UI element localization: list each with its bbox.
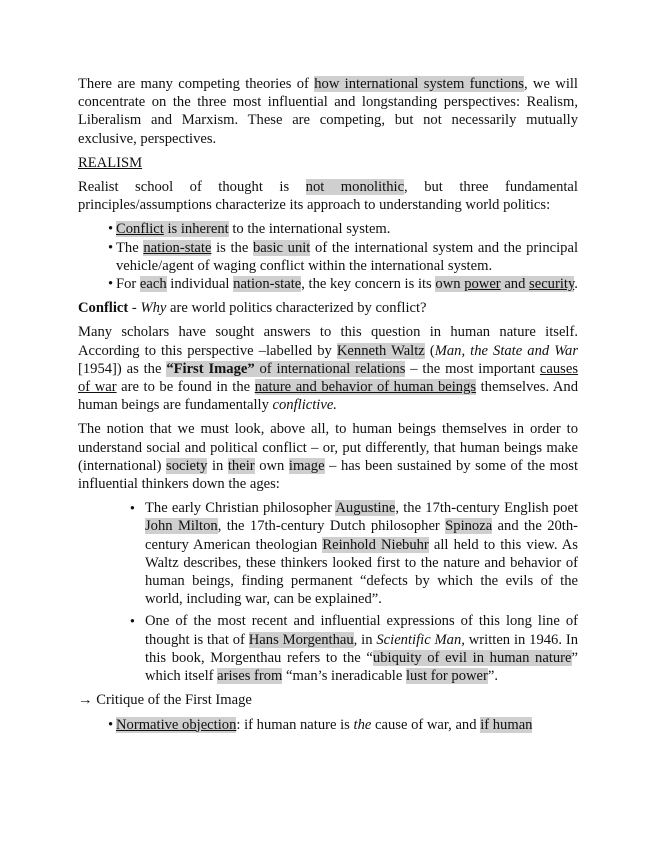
highlight-basic-unit: basic unit bbox=[253, 239, 311, 256]
highlight-ubiquity-of-evil: ubiquity of evil in human nature bbox=[372, 649, 572, 666]
highlight-nation-state: nation-state bbox=[143, 239, 212, 256]
thinker-text: “man’s ineradicable bbox=[282, 668, 406, 685]
highlight-arises-from: arises from bbox=[217, 668, 283, 685]
realism-heading-text: REALISM bbox=[78, 154, 143, 171]
realist-text: Realist school of thought is bbox=[78, 179, 306, 196]
thinker-text: , in bbox=[353, 631, 377, 648]
principle-text: is the bbox=[211, 239, 253, 256]
principle-text: individual bbox=[166, 276, 234, 293]
principle-text: to the international system. bbox=[228, 221, 391, 238]
notion-text: – has been sustained by some of the most influential thinkers down the ages: bbox=[78, 457, 579, 493]
principle-text: The bbox=[116, 239, 144, 256]
intro-text: There are many competing theories of bbox=[78, 76, 315, 92]
conflict-bold: Conflict bbox=[78, 300, 129, 317]
highlight-of-international-relations: of international relations bbox=[254, 360, 406, 377]
notion-text: in bbox=[207, 457, 228, 474]
scholars-text: – the most important bbox=[405, 360, 540, 377]
principle-item bbox=[116, 239, 578, 275]
conflict-question-text: are world politics characterized by conflict? bbox=[166, 300, 427, 317]
thinker-text: and the 20th-century American theologian bbox=[145, 518, 579, 553]
scholars-text: [1954]) as the bbox=[78, 360, 167, 377]
highlight-own: own bbox=[435, 276, 465, 293]
thinker-text: written in 1946. In this book, Morgenthau refers to the “ bbox=[145, 631, 578, 666]
scholars-text: are to be found in the bbox=[116, 379, 255, 396]
intro-paragraph bbox=[78, 75, 578, 148]
highlight-society: society bbox=[166, 457, 208, 474]
objection-text: cause of war, and bbox=[371, 716, 481, 733]
thinkers-list bbox=[78, 499, 578, 685]
highlight-augustine: Augustine bbox=[335, 500, 396, 517]
highlight-nature-and-behavior: nature and behavior of human beings bbox=[254, 379, 477, 396]
highlight-how-system-functions: how international system functions bbox=[314, 76, 524, 92]
thinker-item bbox=[145, 499, 578, 608]
right-arrow-icon: → bbox=[78, 692, 93, 709]
thinker-text: all held to this view. As Waltz describes, these thinkers looked first to the nature and behavior of human beings, finding permanent “defects by which the evils of the world, including war, can be explained”. bbox=[145, 536, 578, 608]
realist-paragraph bbox=[78, 178, 578, 214]
thinker-text: ” which itself bbox=[145, 649, 579, 685]
critique-line bbox=[78, 691, 578, 709]
scholars-paragraph bbox=[78, 323, 578, 414]
notion-text: The notion that we must look, above all, to human beings themselves in order to understand social and political conflict – or, put differently, that human beings make (international) bbox=[78, 421, 578, 474]
highlight-is-inherent: is inherent bbox=[163, 221, 229, 238]
scholars-text: Many scholars have sought answers to this question in human nature itself. According to this perspective –labelled by bbox=[78, 324, 578, 359]
highlight-hans-morgenthau: Hans Morgenthau bbox=[248, 631, 354, 648]
highlight-power: power bbox=[464, 276, 501, 293]
scholars-text: themselves. And human beings are fundamentally bbox=[78, 379, 579, 414]
highlight-their: their bbox=[227, 457, 255, 474]
the-italic: the bbox=[353, 716, 372, 733]
highlight-normative-objection: Normative objection bbox=[116, 716, 237, 733]
scientific-man-italic: Scientific Man, bbox=[376, 631, 465, 648]
thinker-text: , the 17th-century Dutch philosopher bbox=[217, 518, 446, 535]
highlight-and: and bbox=[500, 276, 530, 293]
realist-text-rest: , but three fundamental principles/assumptions characterize its approach to understanding world politics: bbox=[78, 179, 578, 214]
thinker-text: ”. bbox=[487, 668, 499, 685]
conflictive-italic: conflictive. bbox=[272, 397, 337, 414]
critique-heading: Critique of the First Image bbox=[96, 692, 252, 709]
conflict-question bbox=[78, 299, 578, 317]
highlight-image: image bbox=[288, 457, 325, 474]
book-title: Man, the State and War bbox=[434, 342, 579, 359]
highlight-lust-for-power: lust for power bbox=[406, 668, 488, 685]
underline-causes-of-war: causes of war bbox=[78, 360, 578, 396]
scholars-text: ( bbox=[424, 342, 435, 359]
highlight-first-image: “First Image” bbox=[166, 360, 255, 377]
highlight-john-milton: John Milton bbox=[145, 518, 218, 535]
thinker-item bbox=[145, 612, 578, 685]
principle-text: of the international system and the principal vehicle/agent of waging conflict within the international system. bbox=[116, 239, 579, 274]
principle-text: . bbox=[574, 276, 578, 293]
objection-text: : if human nature is bbox=[236, 716, 354, 733]
thinker-text: The early Christian philosopher bbox=[145, 500, 336, 517]
highlight-if-human: if human bbox=[480, 716, 533, 733]
highlight-not-monolithic: not monolithic bbox=[305, 179, 405, 196]
notion-paragraph bbox=[78, 420, 578, 493]
highlight-security: security bbox=[529, 276, 575, 293]
highlight-each: each bbox=[139, 276, 167, 293]
principle-item bbox=[116, 275, 578, 293]
principle-text: For bbox=[116, 276, 140, 293]
highlight-nation-state-2: nation-state bbox=[233, 276, 302, 293]
highlight-spinoza: Spinoza bbox=[445, 518, 493, 535]
conflict-dash: - bbox=[128, 300, 141, 317]
principles-list bbox=[78, 220, 578, 293]
notion-text: own bbox=[254, 457, 289, 474]
thinker-text: , the 17th-century English poet bbox=[395, 500, 579, 517]
objection-item bbox=[116, 716, 578, 734]
thinker-text: One of the most recent and influential expressions of this long line of thought is that of bbox=[145, 613, 578, 648]
principle-text: , the key concern is its bbox=[301, 276, 436, 293]
principle-item bbox=[116, 220, 578, 238]
section-heading-realism bbox=[78, 154, 578, 172]
highlight-conflict: Conflict bbox=[116, 221, 164, 238]
why-italic: Why bbox=[140, 300, 167, 317]
highlight-kenneth-waltz: Kenneth Waltz bbox=[336, 342, 425, 359]
document-page bbox=[78, 75, 578, 740]
objection-list bbox=[78, 716, 578, 734]
intro-text-rest: , we will concentrate on the three most influential and longstanding perspectives: Realism, Liberalism and Marxism. These are competing, but not necessarily mutually exclusive, perspectives. bbox=[78, 76, 578, 147]
highlight-reinhold-niebuhr: Reinhold Niebuhr bbox=[322, 536, 429, 553]
